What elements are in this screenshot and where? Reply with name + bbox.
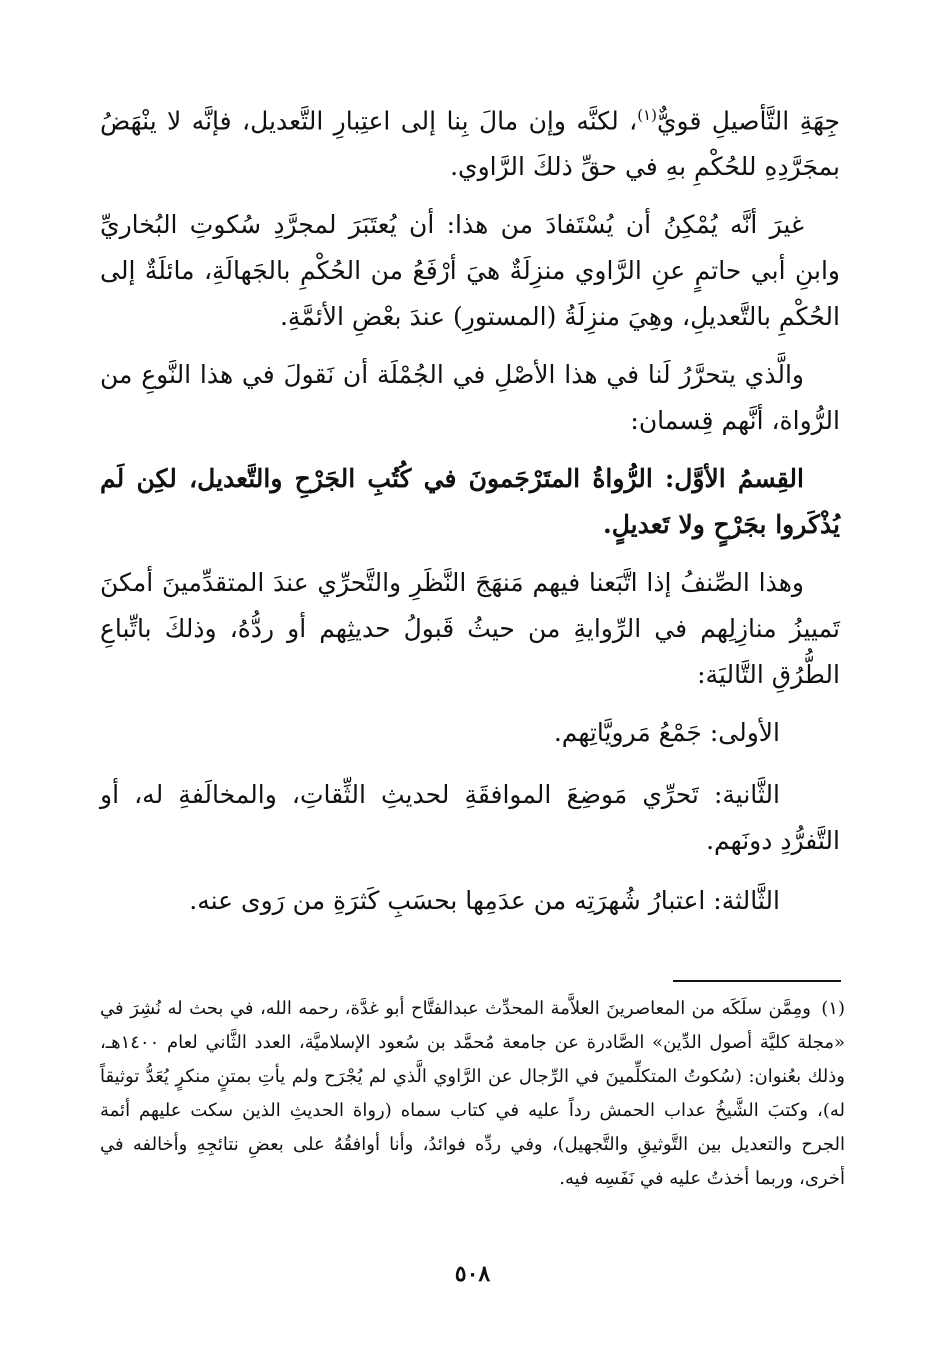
step-first: الأولى: جَمْعُ مَرويَّاتِهم.: [553, 718, 780, 748]
paragraph-3: والَّذي يتحرَّرُ لَنا في هذا الأصْلِ في الجُمْلَة أن نَقولَ في هذا النَّوعِ من الرُّواة، أنَّهم قِسمان:: [100, 360, 840, 436]
main-text: [100, 92, 840, 940]
footnote-separator: [673, 980, 841, 982]
paragraph-1-end: ، لكنَّه وإن مالَ بِنا إلى اعتِبارِ التَّعديل، فإنَّه لا ينْهَضُ بمجَرَّدِهِ للحُكْمِ بهِ في حقِّ ذلكَ الرَّاوي.: [100, 106, 840, 182]
footnote-number: (١): [821, 998, 845, 1019]
paragraph-1-start: جِهَةِ التَّأصيلِ قويٌّ: [656, 106, 840, 136]
step-third: الثَّالثة: اعتبارُ شُهرَتِه من عدَمِها بحسَبِ كَثرَةِ من رَوى عنه.: [189, 886, 780, 916]
section-heading-first-category: القِسمُ الأوَّل: الرُّواةُ المتَرْجَمونَ في كُتُبِ الجَرْحِ والتَّعديل، لكِن لَم يُذْكَروا بجَرْحٍ ولا تَعديلٍ.: [100, 464, 840, 540]
paragraph-2: غيرَ أنَّه يُمْكِنُ أن يُسْتَفادَ من هذا: أن يُعتَبَرَ لمجرَّدِ سُكوتِ البُخاريِّ وابنِ أبي حاتمٍ عنِ الرَّاوي منزِلَةٌ هيَ أرْفَعُ من الحُكْمِ بالجَهالَةِ، مائلَةٌ إلى الحُكْمِ بالتَّعديلِ، وهِيَ منزِلَةُ (المستورِ) عندَ بعْضِ الأئمَّةِ.: [100, 210, 840, 332]
paragraph-1: [100, 92, 840, 190]
page-number: ٥٠٨: [454, 1261, 491, 1287]
step-second: الثَّانية: تَحرِّي مَوضِعَ الموافقَةِ لحديثِ الثِّقاتِ، والمخالَفةِ له، أو التَّفرُّدِ دونَهم.: [100, 780, 840, 856]
footnote-reference[interactable]: (١): [637, 106, 657, 124]
footnote: [100, 992, 845, 1196]
paragraph-5: وهذا الصِّنفُ إذا اتَّبَعنا فيهم مَنهَجَ النَّظَرِ والتَّحرِّي عندَ المتقدِّمينَ أمكنَ تَمييزُ منازِلِهم في الرِّوايةِ من حيثُ قَبولُ حديثِهم أو ردُّهُ، وذلكَ باتِّباعِ الطُّرُقِ التَّاليَة:: [100, 568, 840, 690]
footnote-text: ومِمَّن سلَكَه من المعاصرينَ العلاَّمة المحدِّث عبدالفتَّاح أبو غدَّة، رحمه الله، في بحث له نُشِرَ في «مجلة كليَّة أصول الدِّين» الصَّادرة عن جامعة مُحمَّد بن سُعود الإسلاميَّة، العدد الثَّاني لعام ١٤٠٠هـ، وذلك بعُنوان: (سُكوتُ المتكلِّمينَ في الرِّجال عن الرَّاوي الَّذي لم يُجْرَح ولم يأتِ بمتنٍ منكرٍ يُعَدُّ توثيقاً له)، وكتبَ الشَّيخُ عداب الحمش رداً عليه في كتاب سماه (رواة الحديثِ الذين سكت عليهم أئمة الجرح والتعديل بين التَّوثيقِ والتَّجهيل)، وفي ردِّه فوائدُ، وأنا أوافقُهُ على بعضِ نتائجِهِ وأخالفه في أخرى، وربما أخذتُ عليه في نَفَسِه فيه.: [100, 998, 845, 1189]
